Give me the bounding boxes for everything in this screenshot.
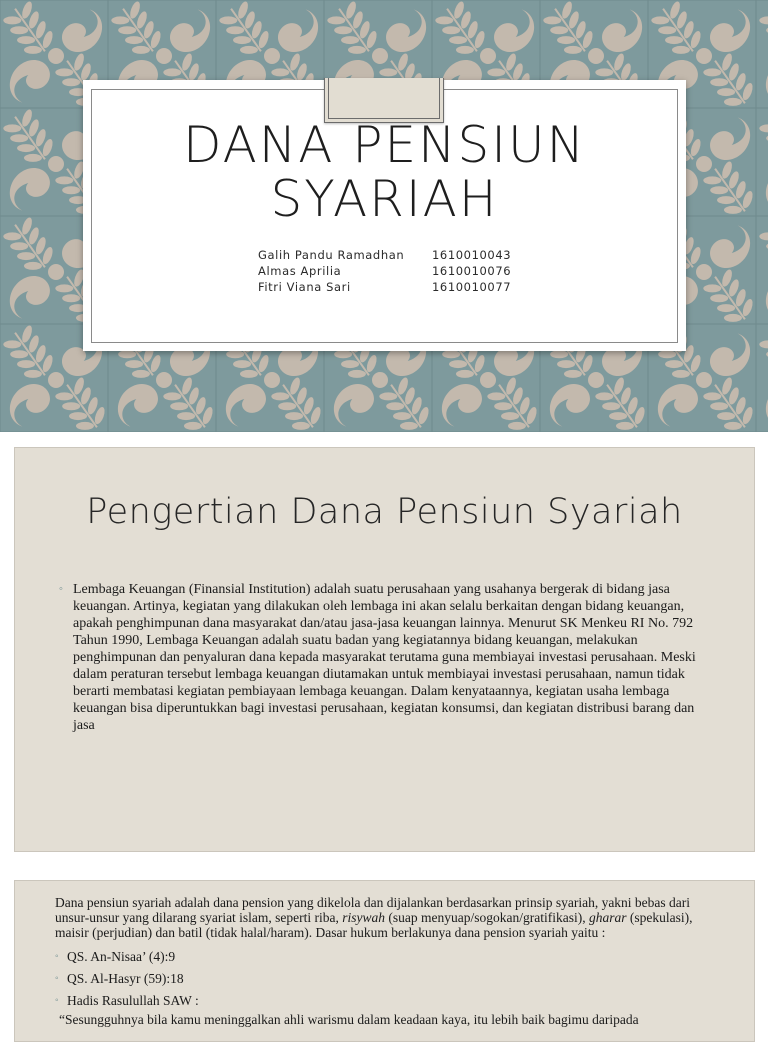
leaf-sprig-icon	[52, 0, 113, 6]
list-item-text: Hadis Rasulullah SAW :	[67, 993, 199, 1008]
paisley-shape-icon	[328, 378, 378, 432]
slide-title: Pengertian Dana Pensiun Syariah	[86, 492, 683, 532]
paisley-shape-icon	[706, 3, 756, 58]
pattern-dot	[48, 48, 64, 64]
pattern-dot	[264, 372, 280, 388]
leaf-sprig-icon	[700, 0, 761, 6]
leaf-sprig-icon	[756, 106, 768, 171]
pattern-dot	[48, 156, 64, 172]
author-name: Almas Aprilia	[258, 264, 342, 278]
paragraph-text: Lembaga Keuangan (Finansial Institution) adalah suatu perusahaan yang usahanya bergerak di bidang jasa keuangan. Artinya, kegiatan yang dilakukan oleh lembaga ini akan selalu berkaitan dengan bidang keuangan, apakah penghimpunan dana masyarakat dan/atau jasa-jasa keuangan lainnya. Menurut SK Menkeu RI No. 792 Tahun 1990, Lembaga Keuangan adalah suatu badan yang kegiatannya bidang keuangan, melakukan penghimpunan dan penyaluran dana kepada masyarakat terutama guna membiayai investasi perusahaan. Meski dalam peraturan tersebut lembaga keuangan diutamakan untuk membiayai investasi perusahaan, namun tidak berarti membatasi kegiatan pembiayaan lembaga keuangan. Dalam kenyataannya, kegiatan usaha lembaga keuangan bisa diperuntukkan bagi investasi perusahaan, kegiatan konsumsi, dan kegiatan distribusi barang dan jasa	[73, 582, 696, 733]
paisley-shape-icon	[166, 3, 216, 58]
pattern-dot	[696, 264, 712, 280]
pattern-dot	[264, 48, 280, 64]
pattern-dot	[156, 372, 172, 388]
paisley-shape-icon	[382, 3, 432, 58]
paisley-shape-icon	[760, 54, 768, 109]
paisley-shape-icon	[274, 3, 324, 58]
pattern-dot	[588, 372, 604, 388]
author-id: 1610010043	[432, 248, 512, 262]
author-id: 1610010077	[432, 280, 512, 294]
leaf-sprig-icon	[376, 0, 437, 6]
hollow-circle-bullet-icon: ◦	[55, 973, 59, 984]
list-item	[55, 968, 199, 990]
pattern-dot	[48, 372, 64, 388]
hadith-quote: “Sesungguhnya bila kamu meninggalkan ahli warismu dalam keadaan kaya, itu lebih baik bagimu daripada	[59, 1012, 639, 1027]
paisley-shape-icon	[4, 270, 54, 325]
pattern-dot	[480, 48, 496, 64]
paisley-shape-icon	[760, 378, 768, 432]
paisley-shape-icon	[598, 3, 648, 58]
paisley-shape-icon	[58, 3, 108, 58]
paisley-shape-icon	[706, 327, 756, 382]
pattern-dot	[48, 264, 64, 280]
pattern-dot	[372, 372, 388, 388]
leaf-sprig-icon	[0, 266, 4, 331]
leaf-sprig-icon	[484, 0, 545, 6]
author-id: 1610010076	[432, 264, 512, 278]
bullet-paragraph	[59, 581, 705, 734]
leaf-sprig-icon	[160, 0, 221, 6]
hollow-circle-bullet-icon: ◦	[55, 995, 59, 1006]
pattern-dot	[588, 48, 604, 64]
paisley-shape-icon	[112, 378, 162, 432]
intro-paragraph	[55, 895, 695, 940]
author-name: Fitri Viana Sari	[258, 280, 351, 294]
leaf-sprig-icon	[592, 0, 653, 6]
leaf-sprig-icon	[268, 0, 329, 6]
title-card	[83, 80, 686, 351]
pattern-dot	[696, 156, 712, 172]
leaf-sprig-icon	[0, 158, 4, 223]
legal-basis-list	[55, 946, 199, 1012]
leaf-sprig-icon	[0, 0, 4, 6]
definition-slide	[14, 447, 755, 852]
leaf-sprig-icon	[0, 374, 4, 432]
paisley-shape-icon	[760, 162, 768, 217]
list-item-text: QS. An-Nisaa’ (4):9	[67, 949, 176, 964]
italic-term: risywah	[342, 910, 386, 925]
pattern-dot	[696, 372, 712, 388]
list-item	[55, 990, 199, 1012]
list-item	[55, 946, 199, 968]
author-row	[258, 263, 511, 279]
paisley-shape-icon	[760, 270, 768, 325]
paisley-shape-icon	[490, 3, 540, 58]
pattern-dot	[156, 48, 172, 64]
paisley-shape-icon	[544, 378, 594, 432]
list-item-text: QS. Al-Hasyr (59):18	[67, 971, 184, 986]
leaf-sprig-icon	[0, 50, 4, 115]
paisley-shape-icon	[4, 378, 54, 432]
presentation-title: DANA PENSIUN SYARIAH	[183, 116, 586, 228]
paisley-shape-icon	[436, 378, 486, 432]
paisley-shape-icon	[4, 162, 54, 217]
hollow-circle-bullet-icon: ◦	[59, 583, 63, 595]
intro-text: (spekulasi), maisir (perjudian) dan batil (tidak halal/haram). Dasar hukum berlakunya dana pension syariah yaitu :	[55, 910, 693, 940]
author-row	[258, 279, 511, 295]
paisley-shape-icon	[4, 54, 54, 109]
leaf-sprig-icon	[756, 322, 768, 387]
pattern-dot	[480, 372, 496, 388]
author-list	[258, 247, 511, 295]
leaf-sprig-icon	[756, 214, 768, 279]
intro-text: Dana pensiun syariah adalah dana pension yang dikelola dan dijalankan berdasarkan prinsip syariah, yakni bebas dari unsur-unsur yang dilarang syariat islam, seperti riba,	[55, 895, 691, 925]
title-slide	[0, 0, 768, 432]
pattern-dot	[696, 48, 712, 64]
author-row	[258, 247, 511, 263]
pattern-dot	[372, 48, 388, 64]
author-name: Galih Pandu Ramadhan	[258, 248, 405, 262]
paisley-shape-icon	[652, 378, 702, 432]
italic-term: gharar	[589, 910, 627, 925]
legal-basis-slide	[14, 880, 755, 1042]
hollow-circle-bullet-icon: ◦	[55, 951, 59, 962]
leaf-sprig-icon	[756, 0, 768, 62]
paisley-shape-icon	[220, 378, 270, 432]
paisley-shape-icon	[706, 219, 756, 274]
intro-text: (suap menyuap/sogokan/gratifikasi),	[385, 910, 589, 925]
paisley-shape-icon	[706, 111, 756, 166]
